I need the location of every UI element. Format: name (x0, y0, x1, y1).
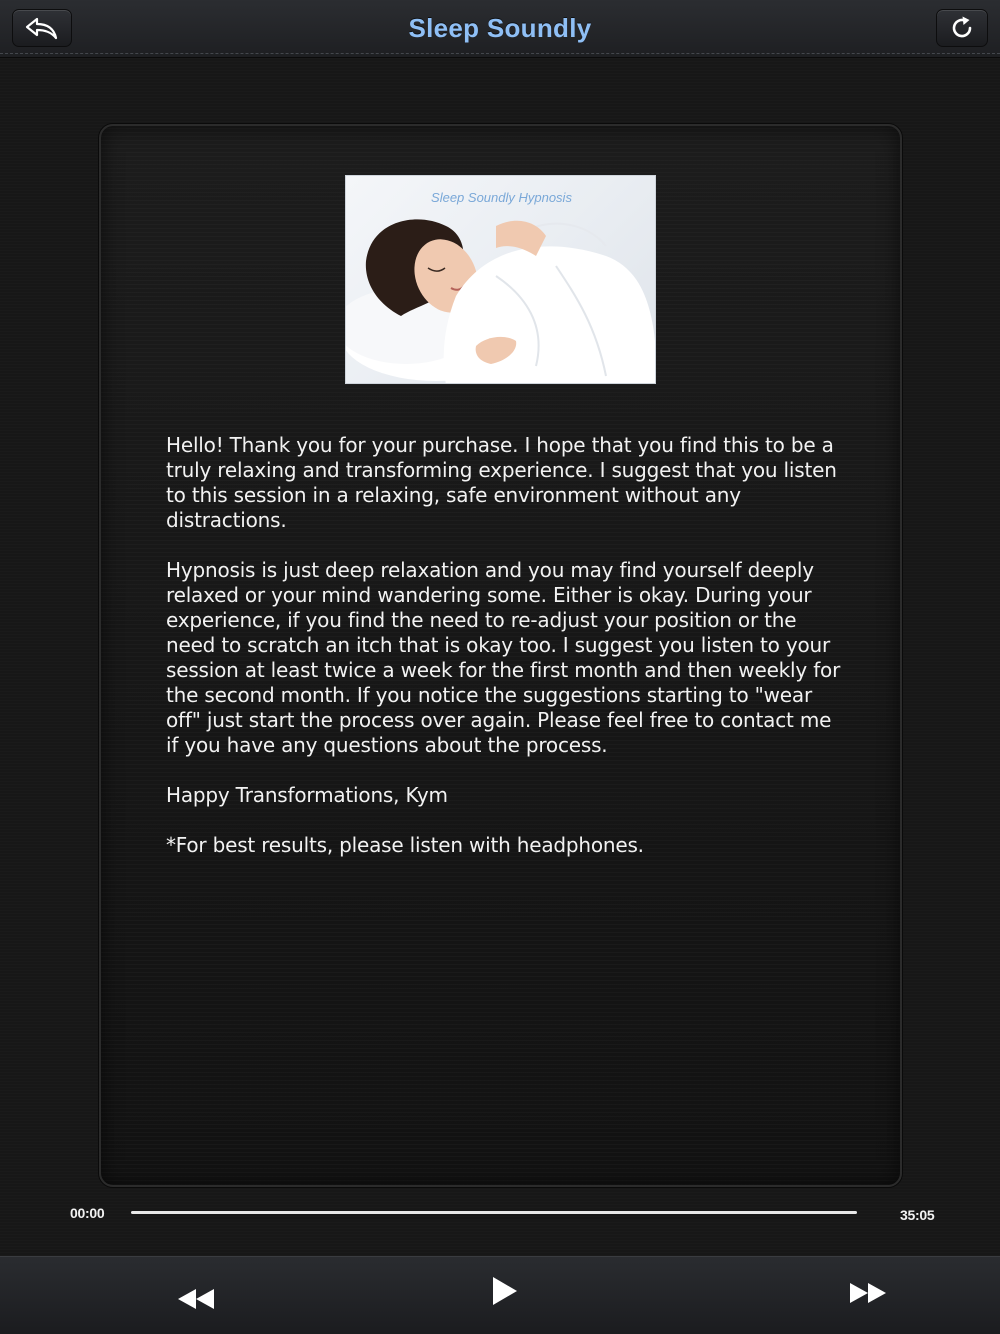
hero-caption: Sleep Soundly Hypnosis (431, 190, 572, 205)
reply-arrow-icon (24, 16, 60, 40)
play-icon (491, 1276, 519, 1311)
sleeping-woman-image (346, 176, 656, 384)
rewind-icon (176, 1288, 216, 1315)
playback-toolbar (0, 1256, 1000, 1334)
refresh-icon (948, 14, 976, 42)
hero-image (345, 175, 656, 384)
total-duration: 35:05 (900, 1207, 935, 1223)
elapsed-time: 00:00 (70, 1205, 105, 1221)
fast-forward-icon (848, 1282, 888, 1309)
refresh-button[interactable] (936, 9, 988, 47)
fast-forward-button[interactable] (838, 1273, 898, 1317)
signature-line: Happy Transformations, Kym (166, 783, 448, 807)
welcome-message (166, 433, 846, 883)
paragraph: Hello! Thank you for your purchase. I hope that you find this to be a truly relaxing and transforming experience. I suggest that you listen to this session in a relaxing, safe environment without any distractions. (166, 433, 837, 532)
paragraph: Hypnosis is just deep relaxation and you may find yourself deeply relaxed or your mind wandering some. Either is okay. During your experience, if you find the need to re-adjust your position or the need to scratch an itch that is okay too. I suggest you listen to your session at least twice a week for the first month and then weekly for the second month. If you notice the suggestions starting to "wear off" just start the process over again. Please feel free to contact me if you have any questions about the process. (166, 558, 841, 757)
headphones-note: *For best results, please listen with headphones. (166, 833, 644, 857)
top-navigation-bar (0, 0, 1000, 58)
content-panel (99, 124, 902, 1187)
rewind-button[interactable] (166, 1279, 226, 1323)
page-title: Sleep Soundly (408, 13, 592, 43)
progress-slider[interactable] (131, 1211, 857, 1214)
back-button[interactable] (12, 9, 72, 47)
play-button[interactable] (475, 1271, 535, 1315)
